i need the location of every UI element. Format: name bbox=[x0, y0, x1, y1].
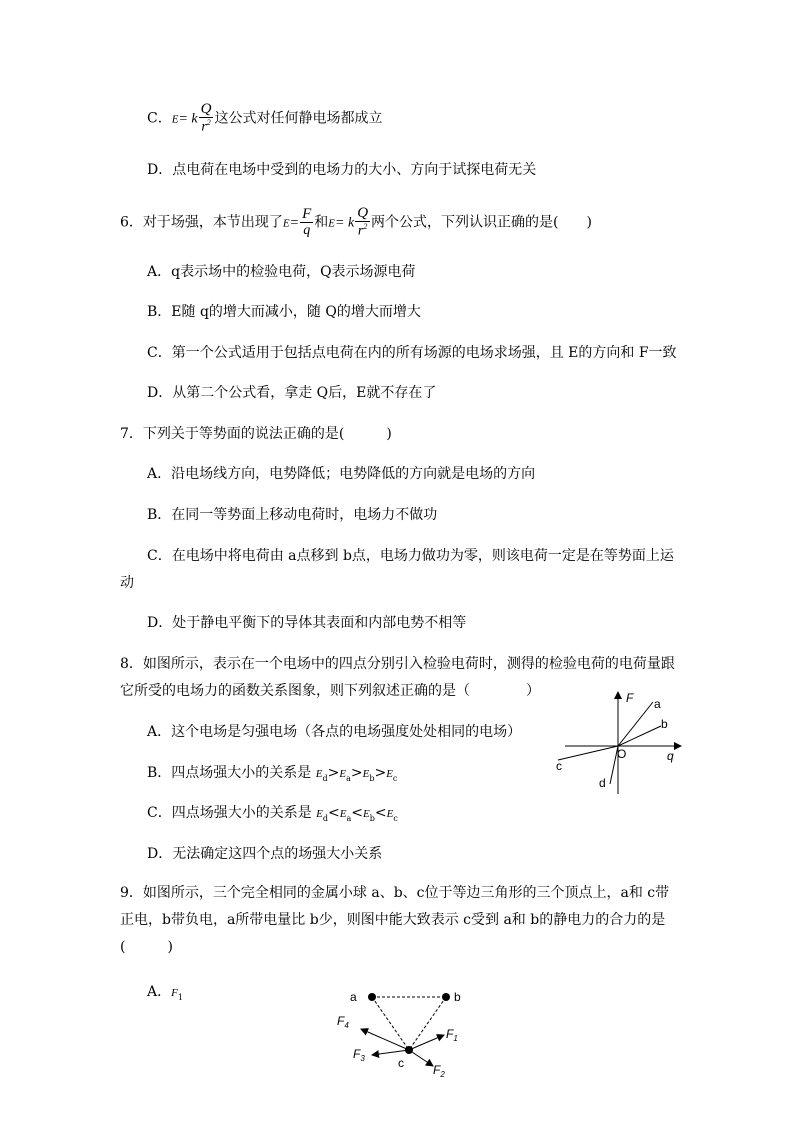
q6-stem: 6．对于场强，本节出现了E= $\frac{F}{q}$ 和E= k $\frac{Q}{r^2}$ 两个公式，下列认识正确的是( ) bbox=[120, 205, 592, 239]
formula-fraction: $\frac{Q}{r^2}$ bbox=[357, 205, 369, 239]
q8-stem-line1: 8．如图所示，表示在一个电场中的四点分别引入检验电荷时，测得的检验电荷的电荷量跟 bbox=[120, 656, 675, 672]
ball-c bbox=[405, 1046, 413, 1054]
label-b: b bbox=[661, 717, 668, 731]
q8-option-a: A．这个电场是匀强电场（各点的电场强度处处相同的电场） bbox=[147, 724, 522, 740]
origin-label: O bbox=[617, 747, 627, 761]
q8-option-b: B．四点场强大小的关系是 $E_d>E_a>E_b>E_c$ bbox=[147, 765, 398, 783]
label-f3: $F_3$ bbox=[353, 1047, 365, 1063]
line-a bbox=[618, 702, 653, 746]
q7-option-c-continued: 动 bbox=[120, 575, 134, 591]
f-axis-label: F bbox=[626, 691, 634, 705]
formula-fraction: $\frac{Q}{r^2}$ bbox=[200, 101, 212, 135]
q6-option-c: C．第一个公式适用于包括点电荷在内的所有场源的电场求场强，且 E的方向和 F一致 bbox=[147, 345, 677, 361]
q6-option-a: A．q表示场中的检验电荷，Q表示场源电荷 bbox=[147, 264, 416, 280]
q9-option-a: A．$F_1$ bbox=[147, 984, 183, 1002]
label-a: a bbox=[350, 990, 357, 1004]
label-f1: $F_1$ bbox=[446, 1027, 458, 1043]
q9-triangle-figure bbox=[332, 982, 482, 1082]
label-b: b bbox=[454, 990, 461, 1004]
label-d: d bbox=[599, 776, 606, 790]
q8-fq-graph bbox=[555, 688, 685, 798]
q6-option-b: B．E随 q的增大而减小，随 Q的增大而增大 bbox=[147, 304, 421, 320]
q7-option-d: D．处于静电平衡下的导体其表面和内部电势不相等 bbox=[147, 615, 467, 631]
q7-stem: 7．下列关于等势面的说法正确的是( ) bbox=[120, 426, 392, 442]
q5-option-c: C．E= k $\frac{Q}{r^2}$ 这公式对任何静电场都成立 bbox=[147, 101, 383, 135]
ball-a bbox=[368, 993, 376, 1001]
label-a: a bbox=[654, 697, 661, 711]
q7-option-b: B．在同一等势面上移动电荷时，电场力不做功 bbox=[147, 507, 438, 523]
q9-stem-line3: ( ) bbox=[120, 939, 173, 955]
line-c bbox=[558, 746, 618, 760]
q-axis-label: q bbox=[667, 749, 674, 763]
q8-option-d: D．无法确定这四个点的场强大小关系 bbox=[147, 846, 383, 862]
force-f3 bbox=[372, 1050, 409, 1055]
q8-stem-line2: 它所受的电场力的函数关系图象，则下列叙述正确的是（ ） bbox=[120, 683, 540, 699]
label-f2: $F_2$ bbox=[433, 1063, 445, 1079]
label-c: c bbox=[398, 1056, 404, 1070]
q8-option-c: C．四点场强大小的关系是 $E_d<E_a<E_b<E_c$ bbox=[147, 805, 398, 823]
force-f2 bbox=[409, 1050, 433, 1066]
q9-stem-line2: 正电，b带负电，a所带电量比 b少，则图中能大致表示 c受到 a和 b的静电力的合力的是 bbox=[120, 912, 666, 928]
ball-b bbox=[442, 993, 450, 1001]
q7-option-c: C．在电场中将电荷由 a点移到 b点，电场力做功为零，则该电荷一定是在等势面上运 bbox=[147, 548, 674, 564]
line-b bbox=[618, 726, 661, 746]
q7-option-a: A．沿电场线方向，电势降低；电势降低的方向就是电场的方向 bbox=[147, 466, 536, 482]
label-f4: $F_4$ bbox=[337, 1014, 349, 1030]
q6-option-d: D．从第二个公式看，拿走 Q后，E就不存在了 bbox=[147, 385, 437, 401]
q5-option-d: D．点电荷在电场中受到的电场力的大小、方向于试探电荷无关 bbox=[147, 162, 537, 178]
label-c: c bbox=[556, 759, 562, 773]
formula-fraction: $\frac{F}{q}$ bbox=[302, 205, 312, 238]
q9-stem-line1: 9．如图所示，三个完全相同的金属小球 a、b、c位于等边三角形的三个顶点上，a和 c带 bbox=[120, 885, 670, 901]
